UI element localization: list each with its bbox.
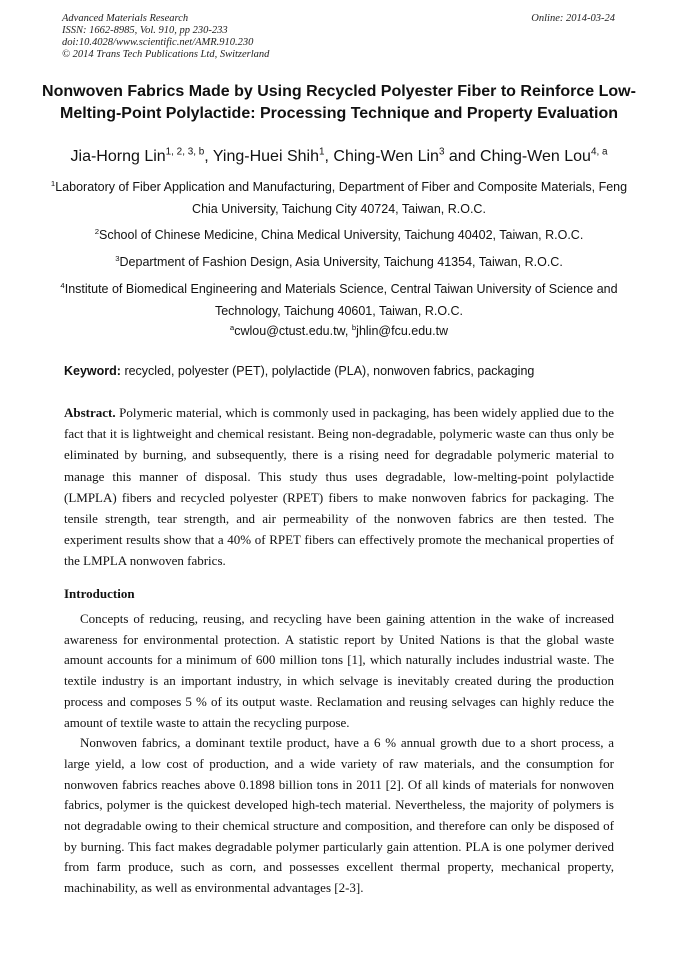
abstract (64, 402, 614, 572)
introduction-paragraph: Nonwoven fabrics, a dominant textile product, have a 6 % annual growth due to a short process, a large yield, a low cost of production, and a wide variety of raw materials, and the consumption for nonwoven fabrics reaches above 0.1898 billion tons in 2011 [2]. Of all kinds of materials for nonwoven fabrics, polymer is the quickest developed high-tech material. Nevertheless, the majority of polymers is not degradable owing to their chemical structure and composition, and therefore can only be disposed of by burning. This fact makes degradable polymer particularly gain attention. PLA is one polymer derived from farm produce, such as corn, and possesses excellent thermal property, mechanical property, machinability, as well as environmental advantages [2-3]. (64, 735, 614, 896)
introduction-heading: Introduction (64, 586, 135, 601)
author-name: Ying-Huei Shih (212, 148, 319, 165)
author-name: Ching-Wen Lou (480, 148, 591, 165)
author-separator: and (444, 148, 481, 165)
online-date: Online: 2014-03-24 (531, 13, 615, 24)
keyword-label: Keyword: (64, 364, 121, 378)
author-name: Ching-Wen Lin (333, 148, 439, 165)
email-a: cwlou@ctust.edu.tw (234, 324, 345, 338)
affiliation-1 (40, 176, 638, 220)
journal-issn: ISSN: 1662-8985, Vol. 910, pp 230-233 (62, 25, 228, 36)
affiliation-text: Laboratory of Fiber Application and Manufacturing, Department of Fiber and Composite Materials, Feng Chia University, Taichung City 40724, Taiwan, R.O.C. (55, 180, 628, 216)
author-affiliation-sup: 1, 2, 3, b (165, 146, 205, 158)
author-affiliation-sup: 3 (438, 146, 445, 158)
affiliation-text: Department of Fashion Design, Asia University, Taichung 41354, Taiwan, R.O.C. (119, 255, 563, 269)
affiliation-number: 1 (50, 178, 56, 188)
affiliation-4 (40, 278, 638, 322)
author-name: Jia-Horng Lin (70, 148, 166, 165)
affiliation-number: 4 (60, 280, 65, 290)
keywords (64, 362, 624, 380)
author-separator: , (324, 148, 334, 165)
introduction-paragraph: Concepts of reducing, reusing, and recycling have been gaining attention in the wake of increased awareness for environmental protection. A statistic report by United Nations is that the global waste amount accounts for a minimum of 600 million tons [1], which naturally includes industrial waste. The textile industry is an important industry, in which selvage is inevitably created during the production process and composes 5 % of its output waste. Reclamation and reusing selvages can highly reduce the amount of textile waste to attain the recycling purpose. (64, 611, 614, 730)
journal-name: Advanced Materials Research (62, 13, 189, 24)
author-affiliation-sup: 4, a (590, 146, 608, 158)
affiliation-3 (40, 251, 638, 273)
journal-doi: doi:10.4028/www.scientific.net/AMR.910.230 (62, 37, 254, 48)
affiliation-text: Institute of Biomedical Engineering and Materials Science, Central Taiwan University of Science and Technology, Taichung 40601, Taiwan, R.O.C. (64, 282, 618, 318)
email-a-marker: a (229, 322, 235, 332)
author-list (30, 147, 648, 167)
affiliation-number: 2 (94, 226, 100, 236)
email-b: jhlin@fcu.edu.tw (356, 324, 449, 338)
author-separator: , (204, 148, 213, 165)
author-affiliation-sup: 1 (318, 146, 325, 158)
affiliation-2 (40, 224, 638, 246)
journal-header (62, 13, 615, 61)
affiliation-text: School of Chinese Medicine, China Medical University, Taichung 40402, Taiwan, R.O.C. (99, 228, 584, 242)
abstract-label: Abstract. (64, 405, 116, 420)
keyword-text: recycled, polyester (PET), polylactide (PLA), nonwoven fabrics, packaging (124, 364, 535, 378)
introduction-body (64, 609, 614, 899)
corresponding-emails (40, 320, 638, 342)
abstract-text: Polymeric material, which is commonly used in packaging, has been widely applied due to the fact that it is lightweight and chemical resistant. Being non-degradable, polymeric waste can thus only be eliminated by burning, and subsequently, there is a rising need for degradable polymeric material to manage this manner of disposal. This study thus uses degradable, low-melting-point polylactide (LMPLA) fibers and recycled polyester (RPET) fibers to make nonwoven fabrics for packaging. The tensile strength, tear strength, and air permeability of the nonwoven fabrics are then tested. The experiment results show that a 40% of RPET fibers can effectively promote the mechanical properties of the LMPLA nonwoven fabrics. (64, 405, 614, 569)
email-separator: , (344, 324, 352, 338)
journal-copyright: © 2014 Trans Tech Publications Ltd, Switzerland (62, 49, 270, 60)
paper-title: Nonwoven Fabrics Made by Using Recycled Polyester Fiber to Reinforce Low-Melting-Point Polylactide: Processing Technique and Property Evaluation (42, 83, 636, 122)
email-b-marker: b (351, 322, 357, 332)
affiliation-number: 3 (115, 253, 120, 263)
